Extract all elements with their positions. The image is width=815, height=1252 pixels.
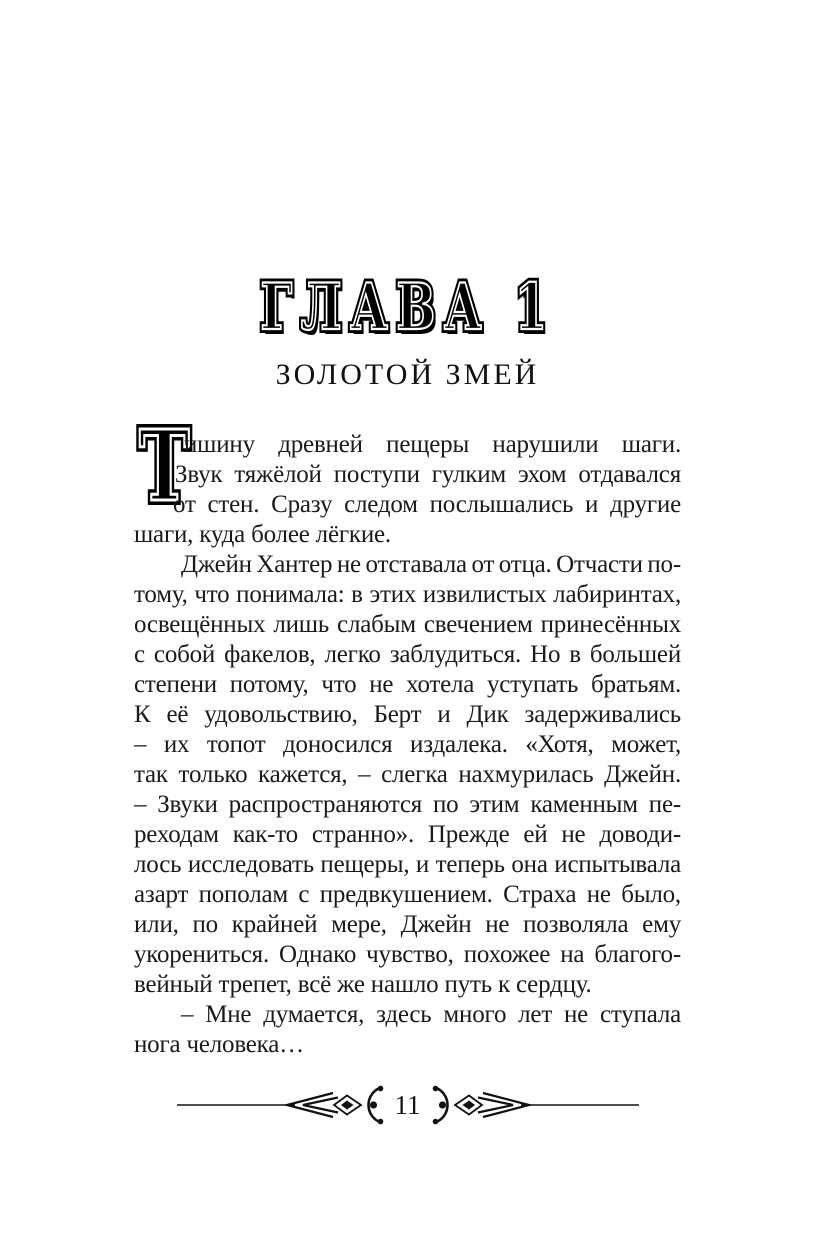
page-footer xyxy=(0,1083,815,1127)
text-line: от стен. Сразу следом послышались и другие xyxy=(173,491,681,518)
chapter-subtitle: ЗОЛОТОЙ ЗМЕЙ xyxy=(275,358,540,391)
text-line: ишину древней пещеры нарушили шаги. xyxy=(184,431,681,458)
footer-ornament-left-icon xyxy=(175,1083,387,1127)
text-line: – Звуки распространяются по этим каменным пе- xyxy=(134,791,681,818)
text-line: Звук тяжёлой поступи гулким эхом отдавался xyxy=(175,461,681,488)
text-line: степени потому, что не хотела уступать братьям. xyxy=(134,671,681,698)
text-line: Джейн Хантер не отставала от отца. Отчасти по- xyxy=(181,551,681,578)
text-line: или, по крайней мере, Джейн не позволяла ему xyxy=(134,911,681,938)
drop-cap: Т Т xyxy=(139,423,190,509)
body-text xyxy=(134,430,681,1060)
text-line: лось исследовать пещеры, и теперь она испытывала xyxy=(134,851,681,878)
text-line: реходам как-то странно». Прежде ей не доводи- xyxy=(134,821,681,848)
text-line: тому, что понимала: в этих извилистых лабиринтах, xyxy=(134,581,681,608)
text-line: освещённых лишь слабым свечением принесённых xyxy=(134,611,681,638)
text-line: – Мне думается, здесь много лет не ступала xyxy=(181,1001,681,1028)
text-line: азарт пополам с предвкушением. Страха не было, xyxy=(134,881,681,908)
text-line: – их топот доносился издалека. «Хотя, может, xyxy=(134,731,681,758)
chapter-heading xyxy=(0,0,815,345)
chapter-title: ГЛАВА 1 ГЛАВА 1 xyxy=(260,282,555,334)
footer-ornament-right-icon xyxy=(429,1083,641,1127)
text-line: укорениться. Однако чувство, похожее на благого- xyxy=(134,941,681,968)
text-line: нога человека… xyxy=(134,1031,304,1058)
text-line: вейный трепет, всё же нашло путь к сердцу. xyxy=(134,971,592,998)
text-line: с собой факелов, легко заблудиться. Но в большей xyxy=(134,641,681,668)
text-line: К её удовольствию, Берт и Дик задерживались xyxy=(134,701,681,728)
text-line: так только кажется, – слегка нахмурилась Джейн. xyxy=(134,761,681,788)
page-number: 11 xyxy=(394,1090,421,1120)
text-line: шаги, куда более лёгкие. xyxy=(134,521,391,548)
